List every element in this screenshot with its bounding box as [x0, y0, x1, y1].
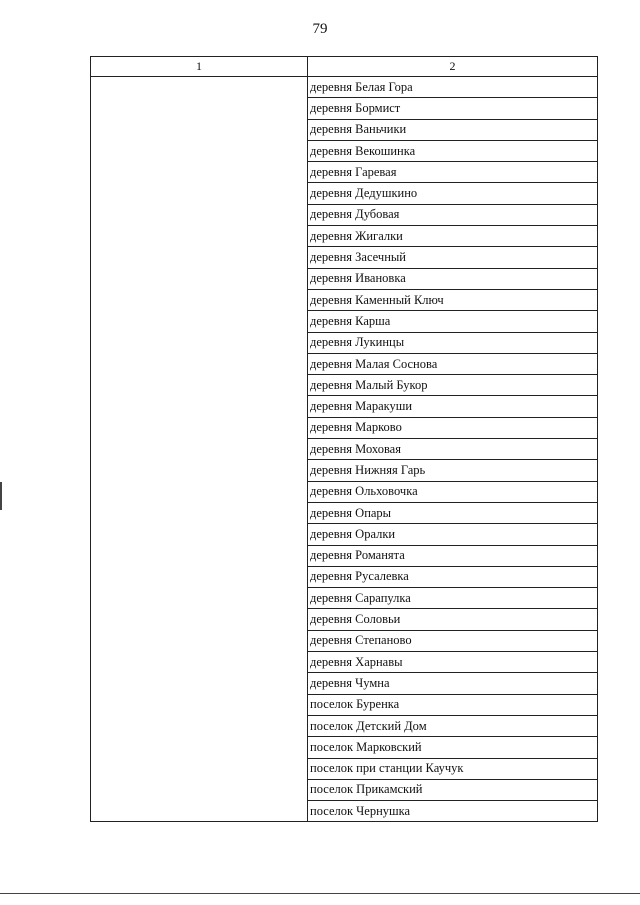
settlement-name-cell: деревня Степаново [308, 630, 598, 651]
settlement-name-cell: деревня Русалевка [308, 566, 598, 587]
settlement-name-cell: деревня Марково [308, 417, 598, 438]
settlement-name-cell: деревня Дубовая [308, 204, 598, 225]
settlement-name-cell: поселок Марковский [308, 737, 598, 758]
scan-bottom-line [0, 893, 640, 894]
settlement-name-cell: деревня Опары [308, 502, 598, 523]
settlement-name-cell: деревня Лукинцы [308, 332, 598, 353]
settlement-name-cell: поселок Буренка [308, 694, 598, 715]
settlement-name-cell: деревня Харнавы [308, 652, 598, 673]
settlement-name-cell: деревня Жигалки [308, 226, 598, 247]
settlement-name-cell: деревня Дедушкино [308, 183, 598, 204]
settlement-name-cell: поселок Прикамский [308, 779, 598, 800]
column-header-2: 2 [308, 57, 598, 77]
settlement-name-cell: деревня Засечный [308, 247, 598, 268]
settlement-name-cell: деревня Сарапулка [308, 588, 598, 609]
settlement-name-cell: деревня Нижняя Гарь [308, 460, 598, 481]
settlement-name-cell: деревня Бормист [308, 98, 598, 119]
settlement-name-cell: деревня Малая Соснова [308, 353, 598, 374]
settlement-name-cell: поселок Чернушка [308, 801, 598, 822]
settlement-name-cell: деревня Ваньчики [308, 119, 598, 140]
settlement-name-cell: деревня Маракуши [308, 396, 598, 417]
page-number: 79 [312, 21, 328, 37]
settlement-name-cell: деревня Гаревая [308, 162, 598, 183]
settlement-name-cell: деревня Малый Букор [308, 375, 598, 396]
settlement-name-cell: поселок при станции Каучук [308, 758, 598, 779]
column-1-cell [91, 77, 308, 822]
scan-edge-mark [0, 482, 2, 510]
settlement-name-cell: поселок Детский Дом [308, 715, 598, 736]
settlement-name-cell: деревня Карша [308, 311, 598, 332]
settlements-table [90, 56, 598, 822]
settlement-name-cell: деревня Векошинка [308, 140, 598, 161]
settlement-name-cell: деревня Романята [308, 545, 598, 566]
settlement-name-cell: деревня Ивановка [308, 268, 598, 289]
settlement-name-cell: деревня Моховая [308, 439, 598, 460]
column-header-1: 1 [91, 57, 308, 77]
table-header-row [91, 57, 598, 77]
table-row [91, 77, 598, 98]
settlement-name-cell: деревня Соловьи [308, 609, 598, 630]
settlement-name-cell: деревня Ольховочка [308, 481, 598, 502]
settlement-name-cell: деревня Каменный Ключ [308, 289, 598, 310]
settlement-name-cell: деревня Чумна [308, 673, 598, 694]
table-body [91, 57, 598, 822]
settlement-name-cell: деревня Белая Гора [308, 77, 598, 98]
settlement-name-cell: деревня Оралки [308, 524, 598, 545]
